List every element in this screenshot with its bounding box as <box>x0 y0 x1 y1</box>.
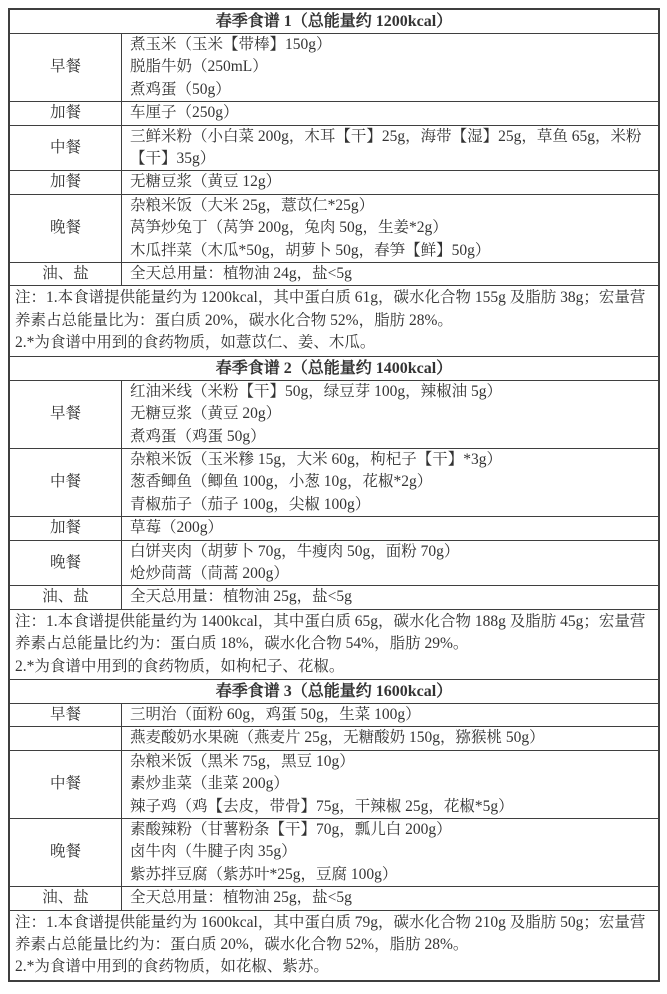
recipe-table-2 <box>10 357 658 680</box>
meal-label: 油、盐 <box>10 263 122 285</box>
dish-item: 炝炒茼蒿（茼蒿 200g） <box>130 564 289 582</box>
meal-label: 早餐 <box>10 34 122 101</box>
table-row <box>10 449 658 517</box>
recipe-table-3 <box>10 680 658 980</box>
dish-item: 红油米线（米粉【干】50g，绿豆芽 100g，辣椒油 5g） <box>130 382 503 400</box>
dish-item: 莴笋炒兔丁（莴笋 200g，兔肉 50g，生姜*2g） <box>130 219 448 237</box>
dish-list <box>122 171 658 193</box>
recipe-table-1 <box>10 10 658 357</box>
dish-item: 三鲜米粉（小白菜 200g，木耳【干】25g，海带【湿】25g，草鱼 65g，米粉【干】35g） <box>130 127 642 168</box>
meal-label: 中餐 <box>10 751 122 818</box>
dish-item: 杂粮米饭（黑米 75g，黑豆 10g） <box>130 752 355 770</box>
daily-total: 全天总用量：植物油 25g，盐<5g <box>130 588 352 606</box>
dish-list <box>122 34 658 101</box>
dish-list <box>122 586 658 608</box>
dish-item: 无糖豆浆（黄豆 20g） <box>130 405 282 423</box>
dish-item: 脱脂牛奶（250mL） <box>130 58 268 76</box>
dish-list <box>122 449 658 516</box>
table-row-oil-salt <box>10 263 658 286</box>
dish-list <box>122 887 658 909</box>
table-title: 春季食谱 3（总能量约 1600kcal） <box>10 680 658 704</box>
meal-label: 早餐 <box>10 381 122 448</box>
table-row <box>10 102 658 125</box>
dish-item: 白饼夹肉（胡萝卜 70g，牛瘦肉 50g，面粉 70g） <box>130 542 460 560</box>
meal-label: 晚餐 <box>10 541 122 586</box>
meal-label: 晚餐 <box>10 819 122 886</box>
table-row <box>10 727 658 750</box>
dish-item: 杂粮米饭（大米 25g，薏苡仁*25g） <box>130 196 375 214</box>
table-row-oil-salt <box>10 586 658 609</box>
table-notes <box>10 911 658 980</box>
table-row <box>10 751 658 819</box>
dish-list <box>122 751 658 818</box>
dish-item: 煮鸡蛋（鸡蛋 50g） <box>130 427 266 445</box>
dish-list <box>122 819 658 886</box>
table-note: 2.*为食谱中用到的食药物质，如薏苡仁、姜、木瓜。 <box>15 334 376 352</box>
dish-list <box>122 263 658 285</box>
dish-item: 燕麦酸奶水果碗（燕麦片 25g，无糖酸奶 150g，猕猴桃 50g） <box>130 729 545 747</box>
dish-list <box>122 102 658 124</box>
meal-label-empty <box>10 727 122 749</box>
dish-item: 木瓜拌菜（木瓜*50g，胡萝卜 50g，春笋【鲜】50g） <box>130 241 491 259</box>
dish-item: 草莓（200g） <box>130 519 224 537</box>
dish-list <box>122 126 658 171</box>
table-row <box>10 517 658 540</box>
table-row <box>10 126 658 172</box>
table-notes <box>10 286 658 356</box>
dish-item: 煮鸡蛋（50g） <box>130 80 231 98</box>
dish-item: 紫苏拌豆腐（紫苏叶*25g，豆腐 100g） <box>130 865 398 883</box>
meal-label: 加餐 <box>10 171 122 193</box>
table-title: 春季食谱 1（总能量约 1200kcal） <box>10 10 658 34</box>
dish-item: 煮玉米（玉米【带棒】150g） <box>130 36 332 53</box>
dish-list <box>122 517 658 539</box>
table-note: 注：1.本食谱提供能量约为 1400kcal，其中蛋白质 65g，碳水化合物 188g 及脂肪 45g；宏量营养素占总能量比约为：蛋白质 18%，碳水化合物 54%，脂肪 29%。 <box>15 612 646 653</box>
dish-item: 无糖豆浆（黄豆 12g） <box>130 173 282 191</box>
dish-item: 青椒茄子（茄子 100g，尖椒 100g） <box>130 495 371 513</box>
table-row <box>10 381 658 449</box>
table-note: 2.*为食谱中用到的食药物质，如枸杞子、花椒。 <box>15 657 345 675</box>
meal-plan-document <box>8 8 660 982</box>
dish-list <box>122 727 658 749</box>
table-title: 春季食谱 2（总能量约 1400kcal） <box>10 357 658 381</box>
dish-item: 车厘子（250g） <box>130 104 239 122</box>
dish-item: 卤牛肉（牛腱子肉 35g） <box>130 843 297 861</box>
daily-total: 全天总用量：植物油 25g，盐<5g <box>130 889 352 907</box>
table-row <box>10 704 658 727</box>
dish-list <box>122 541 658 586</box>
dish-list <box>122 195 658 262</box>
table-notes <box>10 610 658 680</box>
dish-item: 杂粮米饭（玉米糁 15g，大米 60g，枸杞子【干】*3g） <box>130 450 503 468</box>
dish-list <box>122 381 658 448</box>
table-note: 注：1.本食谱提供能量约为 1200kcal，其中蛋白质 61g，碳水化合物 155g 及脂肪 38g；宏量营养素占总能量比为：蛋白质 20%，碳水化合物 52%，脂肪 28%。 <box>15 289 646 329</box>
meal-label: 油、盐 <box>10 586 122 608</box>
table-row <box>10 541 658 587</box>
dish-item: 三明治（面粉 60g，鸡蛋 50g，生菜 100g） <box>130 705 421 723</box>
dish-item: 素酸辣粉（甘薯粉条【干】70g，瓢儿白 200g） <box>130 821 452 838</box>
dish-item: 葱香鲫鱼（鲫鱼 100g，小葱 10g，花椒*2g） <box>130 473 433 491</box>
daily-total: 全天总用量：植物油 24g，盐<5g <box>130 265 352 283</box>
meal-label: 中餐 <box>10 126 122 171</box>
dish-item: 素炒韭菜（韭菜 200g） <box>130 775 289 793</box>
table-note: 2.*为食谱中用到的食药物质，如花椒、紫苏。 <box>15 958 329 976</box>
meal-label: 油、盐 <box>10 887 122 909</box>
table-note: 注：1.本食谱提供能量约为 1600kcal，其中蛋白质 79g，碳水化合物 210g 及脂肪 50g；宏量营养素占总能量比约为：蛋白质 20%，碳水化合物 52%，脂肪 28%。 <box>15 913 646 954</box>
table-row <box>10 171 658 194</box>
table-row <box>10 34 658 102</box>
meal-label: 加餐 <box>10 102 122 124</box>
meal-label: 早餐 <box>10 704 122 726</box>
table-row-oil-salt <box>10 887 658 910</box>
dish-item: 辣子鸡（鸡【去皮，带骨】75g，干辣椒 25g，花椒*5g） <box>130 797 514 815</box>
meal-label: 加餐 <box>10 517 122 539</box>
table-row <box>10 819 658 887</box>
table-row <box>10 195 658 263</box>
dish-list <box>122 704 658 726</box>
meal-label: 中餐 <box>10 449 122 516</box>
meal-label: 晚餐 <box>10 195 122 262</box>
